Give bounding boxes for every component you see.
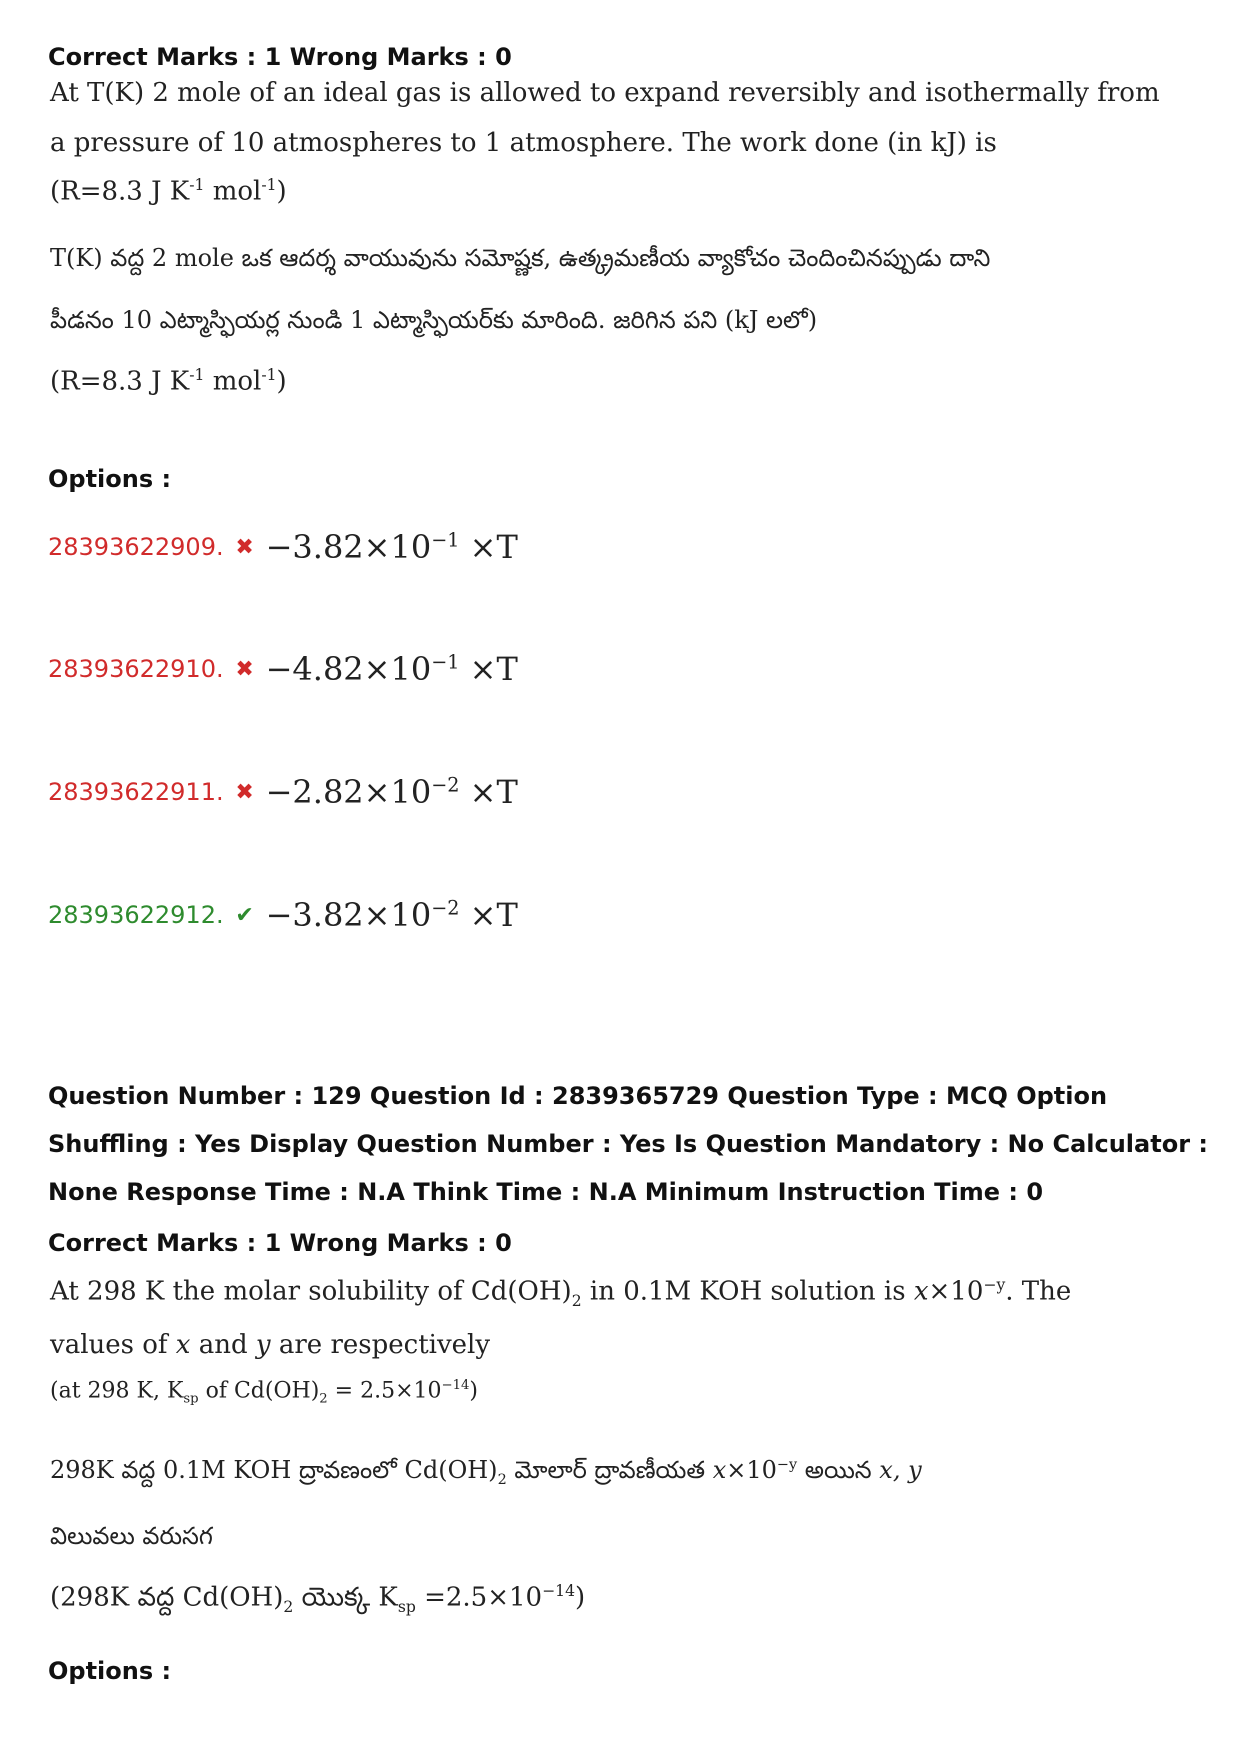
option-expression: $-2.82\times 10^{-2} \times T$	[265, 773, 518, 811]
q2-options-label: Options :	[48, 1657, 172, 1685]
cross-icon: ✖	[235, 779, 254, 805]
option-id: 28393622911.	[48, 778, 224, 806]
q2-telugu-line2: విలువలు వరుసగ	[50, 1522, 213, 1550]
q2-telugu-line1: 298K వద్ద 0.1M KOH ద్రావణంలో $Cd(OH)_2$ మోలార్ ద్రావణీయత $x\times 10^{-y}$ అయిన x, y	[50, 1456, 922, 1488]
q2-english-line1: At 298 K the molar solubility of $Cd(OH)_2$ in 0.1M KOH solution is $x\times 10^{-y}$. The	[50, 1276, 1072, 1310]
cross-icon: ✖	[235, 534, 254, 560]
q1-marks: Correct Marks : 1 Wrong Marks : 0	[48, 43, 512, 71]
option-id: 28393622912.	[48, 901, 224, 929]
cross-icon: ✖	[235, 656, 254, 682]
option-expression: $-3.82\times 10^{-2} \times T$	[265, 896, 518, 934]
check-icon: ✔	[235, 902, 254, 928]
q1-english-gas-constant: (R=8.3 J $K^{-1}$ mol$^{-1}$)	[50, 176, 287, 207]
q2-marks: Correct Marks : 1 Wrong Marks : 0	[48, 1229, 512, 1257]
option-item[interactable]	[48, 650, 518, 688]
option-expression: $-4.82\times 10^{-1} \times T$	[265, 650, 518, 688]
option-item[interactable]	[48, 896, 518, 934]
q1-telugu-line1: T(K) వద్ద 2 mole ఒక ఆదర్శ వాయువును సమోష్ణక, ఉత్క్రమణీయ వ్యాకోచం చెందించినప్పుడు దాని	[50, 244, 991, 272]
q2-metadata: Question Number : 129 Question Id : 2839365729 Question Type : MCQ Option Shuffling : Yes Display Question Number : Yes Is Question Mandatory : No Calculator : None Response Time : N.A Think Time : N.A Minimum Instruction Time : 0	[48, 1082, 1208, 1206]
q2-telugu-ksp: (298K వద్ద $Cd(OH)_2$ యొక్క $K_{sp} =2.5\times 10^{-14}$)	[50, 1582, 586, 1616]
q1-english-line1: At T(K) 2 mole of an ideal gas is allowed to expand reversibly and isothermally from	[50, 78, 1160, 108]
option-id: 28393622910.	[48, 655, 224, 683]
option-expression: $-3.82\times 10^{-1} \times T$	[265, 528, 518, 566]
option-item[interactable]	[48, 773, 518, 811]
q2-english-ksp: (at 298 K, $K_{sp}$ of $Cd(OH)_2 = 2.5\times 10^{-14}$)	[50, 1378, 478, 1407]
q1-english-line2: a pressure of 10 atmospheres to 1 atmosphere. The work done (in kJ) is	[50, 128, 997, 158]
q1-options-label: Options :	[48, 465, 172, 493]
option-item[interactable]	[48, 528, 518, 566]
q2-english-line2: values of x and y are respectively	[50, 1330, 491, 1360]
q1-telugu-gas-constant: (R=8.3 J $K^{-1}$ mol$^{-1}$)	[50, 366, 287, 397]
q1-telugu-line2: పీడనం 10 ఎట్మాస్ఫియర్ల నుండి 1 ఎట్మాస్ఫియర్‌కు మారింది. జరిగిన పని (kJ లలో)	[50, 306, 818, 334]
option-id: 28393622909.	[48, 533, 224, 561]
